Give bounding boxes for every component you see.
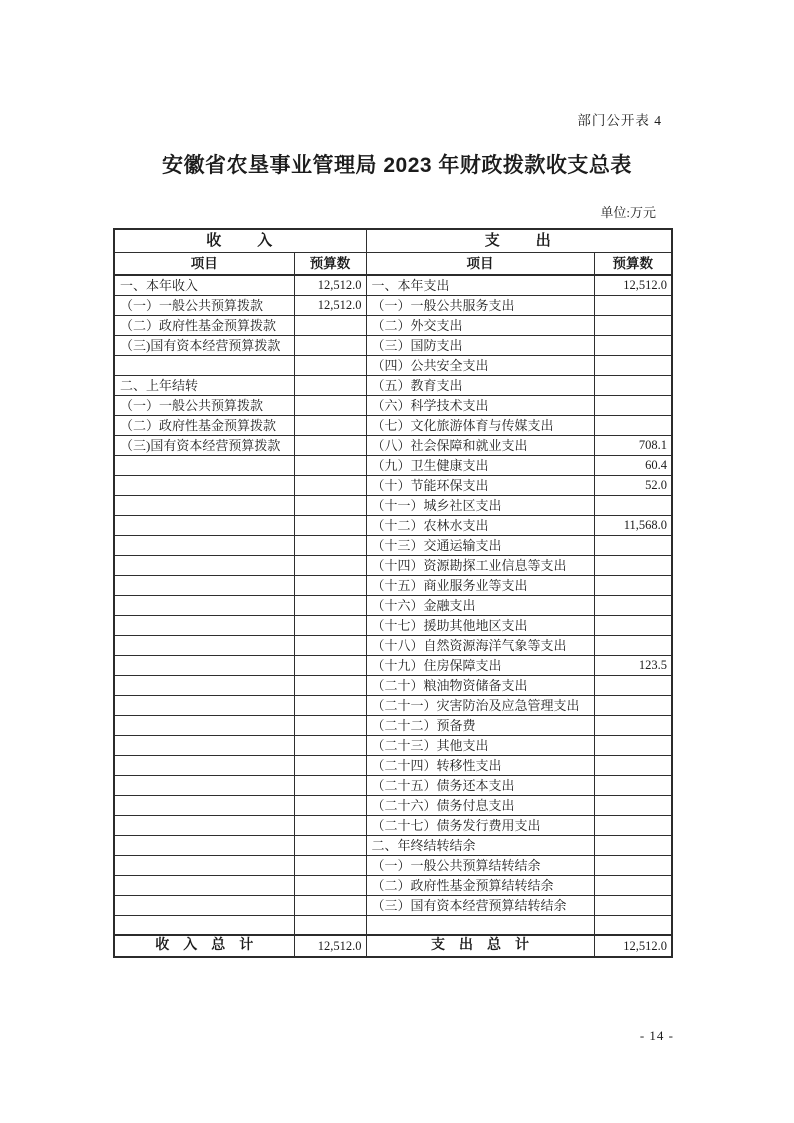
expense-value-cell <box>594 616 672 636</box>
income-item-cell <box>114 736 294 756</box>
expense-value-cell <box>594 376 672 396</box>
table-row <box>114 876 672 896</box>
income-total-value: 12,512.0 <box>294 935 366 957</box>
expense-item-cell: （十五）商业服务业等支出 <box>366 576 594 596</box>
income-item-cell <box>114 576 294 596</box>
table-row <box>114 275 672 296</box>
expense-total-value: 12,512.0 <box>594 935 672 957</box>
income-item-cell <box>114 796 294 816</box>
income-item-cell <box>114 916 294 935</box>
expense-item-cell: （二十五）债务还本支出 <box>366 776 594 796</box>
income-item-cell <box>114 536 294 556</box>
table-group-header-row <box>114 229 672 253</box>
expense-value-cell <box>594 556 672 576</box>
income-value-cell <box>294 416 366 436</box>
expense-value-cell <box>594 876 672 896</box>
income-value-cell <box>294 376 366 396</box>
expense-value-cell <box>594 816 672 836</box>
expense-item-cell: 二、年终结转结余 <box>366 836 594 856</box>
table-row <box>114 796 672 816</box>
expense-value-cell <box>594 916 672 935</box>
income-item-header: 项目 <box>114 253 294 276</box>
income-value-cell <box>294 716 366 736</box>
income-value-cell <box>294 896 366 916</box>
income-value-cell <box>294 796 366 816</box>
income-value-cell: 12,512.0 <box>294 275 366 296</box>
expense-item-cell: （二十七）债务发行费用支出 <box>366 816 594 836</box>
expense-value-cell: 708.1 <box>594 436 672 456</box>
table-row <box>114 596 672 616</box>
table-row <box>114 496 672 516</box>
table-row <box>114 896 672 916</box>
income-item-cell: 二、上年结转 <box>114 376 294 396</box>
expense-item-cell: （十七）援助其他地区支出 <box>366 616 594 636</box>
expense-value-cell <box>594 756 672 776</box>
table-row <box>114 776 672 796</box>
income-value-cell <box>294 676 366 696</box>
income-item-cell <box>114 596 294 616</box>
expense-item-cell <box>366 916 594 935</box>
income-value-cell <box>294 336 366 356</box>
income-item-cell <box>114 756 294 776</box>
income-item-cell <box>114 856 294 876</box>
expense-item-cell: （十九）住房保障支出 <box>366 656 594 676</box>
expense-item-cell: （一）一般公共服务支出 <box>366 296 594 316</box>
expense-value-cell <box>594 856 672 876</box>
income-item-cell <box>114 456 294 476</box>
income-item-cell <box>114 676 294 696</box>
expense-budget-header: 预算数 <box>594 253 672 276</box>
income-item-cell <box>114 516 294 536</box>
expense-value-cell: 60.4 <box>594 456 672 476</box>
income-value-cell <box>294 476 366 496</box>
table-row <box>114 716 672 736</box>
table-row <box>114 736 672 756</box>
expense-item-cell: （二十三）其他支出 <box>366 736 594 756</box>
table-row <box>114 336 672 356</box>
income-item-cell <box>114 656 294 676</box>
expense-total-label: 支 出 总 计 <box>366 935 594 957</box>
income-value-cell <box>294 636 366 656</box>
expense-item-cell: （十四）资源勘探工业信息等支出 <box>366 556 594 576</box>
expense-value-cell <box>594 636 672 656</box>
income-item-cell <box>114 356 294 376</box>
expense-value-cell <box>594 576 672 596</box>
expense-value-cell <box>594 696 672 716</box>
expense-value-cell: 11,568.0 <box>594 516 672 536</box>
table-row <box>114 476 672 496</box>
income-value-cell <box>294 616 366 636</box>
expense-item-cell: （九）卫生健康支出 <box>366 456 594 476</box>
income-value-cell <box>294 656 366 676</box>
expense-item-cell: （七）文化旅游体育与传媒支出 <box>366 416 594 436</box>
table-row <box>114 656 672 676</box>
table-row <box>114 856 672 876</box>
table-row <box>114 396 672 416</box>
expense-item-cell: （五）教育支出 <box>366 376 594 396</box>
table-row <box>114 296 672 316</box>
expense-value-cell <box>594 736 672 756</box>
expense-value-cell <box>594 896 672 916</box>
page-title: 安徽省农垦事业管理局 2023 年财政拨款收支总表 <box>162 154 632 177</box>
expense-item-cell: （四）公共安全支出 <box>366 356 594 376</box>
income-item-cell: （一）一般公共预算拨款 <box>114 296 294 316</box>
expense-value-cell <box>594 836 672 856</box>
income-group-header: 收 入 <box>114 229 366 253</box>
table-column-header-row <box>114 253 672 276</box>
expense-item-cell: 一、本年支出 <box>366 275 594 296</box>
expense-value-cell: 12,512.0 <box>594 275 672 296</box>
unit-label: 单位:万元 <box>600 205 656 220</box>
income-item-cell: （一）一般公共预算拨款 <box>114 396 294 416</box>
income-total-label: 收 入 总 计 <box>114 935 294 957</box>
expense-item-cell: （二十一）灾害防治及应急管理支出 <box>366 696 594 716</box>
expense-value-cell: 52.0 <box>594 476 672 496</box>
income-value-cell <box>294 356 366 376</box>
income-item-cell: （三)国有资本经营预算拨款 <box>114 436 294 456</box>
income-value-cell <box>294 516 366 536</box>
income-item-cell <box>114 616 294 636</box>
table-row <box>114 616 672 636</box>
income-item-cell: （三)国有资本经营预算拨款 <box>114 336 294 356</box>
income-item-cell <box>114 896 294 916</box>
income-value-cell <box>294 556 366 576</box>
income-value-cell <box>294 396 366 416</box>
table-row <box>114 756 672 776</box>
table-row <box>114 916 672 935</box>
expense-group-header: 支 出 <box>366 229 672 253</box>
income-value-cell <box>294 316 366 336</box>
expense-item-cell: （十）节能环保支出 <box>366 476 594 496</box>
income-value-cell <box>294 756 366 776</box>
income-value-cell: 12,512.0 <box>294 296 366 316</box>
income-item-cell <box>114 556 294 576</box>
expense-item-cell: （二十六）债务付息支出 <box>366 796 594 816</box>
expense-item-cell: （二）政府性基金预算结转结余 <box>366 876 594 896</box>
expense-item-cell: （十一）城乡社区支出 <box>366 496 594 516</box>
table-row <box>114 316 672 336</box>
expense-value-cell <box>594 596 672 616</box>
income-item-cell <box>114 696 294 716</box>
table-row <box>114 676 672 696</box>
expense-value-cell <box>594 316 672 336</box>
table-row <box>114 416 672 436</box>
expense-value-cell <box>594 536 672 556</box>
expense-item-cell: （二）外交支出 <box>366 316 594 336</box>
expense-value-cell <box>594 496 672 516</box>
expense-item-cell: （二十四）转移性支出 <box>366 756 594 776</box>
expense-item-cell: （十八）自然资源海洋气象等支出 <box>366 636 594 656</box>
expense-value-cell: 123.5 <box>594 656 672 676</box>
expense-item-cell: （三）国防支出 <box>366 336 594 356</box>
income-value-cell <box>294 596 366 616</box>
income-item-cell <box>114 876 294 896</box>
income-value-cell <box>294 536 366 556</box>
income-value-cell <box>294 876 366 896</box>
expense-item-cell: （一）一般公共预算结转结余 <box>366 856 594 876</box>
income-item-cell: （二）政府性基金预算拨款 <box>114 416 294 436</box>
expense-value-cell <box>594 776 672 796</box>
income-item-cell: （二）政府性基金预算拨款 <box>114 316 294 336</box>
income-value-cell <box>294 496 366 516</box>
income-item-cell <box>114 496 294 516</box>
income-value-cell <box>294 736 366 756</box>
table-row <box>114 556 672 576</box>
table-row <box>114 536 672 556</box>
expense-item-cell: （三）国有资本经营预算结转结余 <box>366 896 594 916</box>
table-row <box>114 456 672 476</box>
table-row <box>114 376 672 396</box>
expense-item-cell: （二十）粮油物资储备支出 <box>366 676 594 696</box>
expense-value-cell <box>594 396 672 416</box>
income-budget-header: 预算数 <box>294 253 366 276</box>
income-item-cell <box>114 476 294 496</box>
income-value-cell <box>294 856 366 876</box>
expense-item-header: 项目 <box>366 253 594 276</box>
income-value-cell <box>294 836 366 856</box>
table-row <box>114 356 672 376</box>
table-body <box>114 275 672 935</box>
expense-value-cell <box>594 416 672 436</box>
page-number: - 14 - <box>639 1028 674 1043</box>
table-row <box>114 696 672 716</box>
table-row <box>114 816 672 836</box>
table-row <box>114 836 672 856</box>
expense-value-cell <box>594 296 672 316</box>
expense-item-cell: （十三）交通运输支出 <box>366 536 594 556</box>
expense-item-cell: （十六）金融支出 <box>366 596 594 616</box>
income-value-cell <box>294 916 366 935</box>
expense-value-cell <box>594 716 672 736</box>
income-item-cell <box>114 776 294 796</box>
income-item-cell: 一、本年收入 <box>114 275 294 296</box>
table-row <box>114 636 672 656</box>
expense-value-cell <box>594 796 672 816</box>
doc-label: 部门公开表 4 <box>577 113 662 128</box>
total-row <box>114 935 672 957</box>
expense-item-cell: （八）社会保障和就业支出 <box>366 436 594 456</box>
income-item-cell <box>114 816 294 836</box>
table-row <box>114 516 672 536</box>
budget-table <box>113 228 673 958</box>
income-item-cell <box>114 836 294 856</box>
income-item-cell <box>114 636 294 656</box>
expense-value-cell <box>594 676 672 696</box>
expense-value-cell <box>594 356 672 376</box>
income-value-cell <box>294 816 366 836</box>
expense-value-cell <box>594 336 672 356</box>
expense-item-cell: （十二）农林水支出 <box>366 516 594 536</box>
income-value-cell <box>294 436 366 456</box>
income-value-cell <box>294 776 366 796</box>
income-value-cell <box>294 456 366 476</box>
table-row <box>114 576 672 596</box>
table-row <box>114 436 672 456</box>
income-item-cell <box>114 716 294 736</box>
expense-item-cell: （六）科学技术支出 <box>366 396 594 416</box>
expense-item-cell: （二十二）预备费 <box>366 716 594 736</box>
income-value-cell <box>294 576 366 596</box>
income-value-cell <box>294 696 366 716</box>
